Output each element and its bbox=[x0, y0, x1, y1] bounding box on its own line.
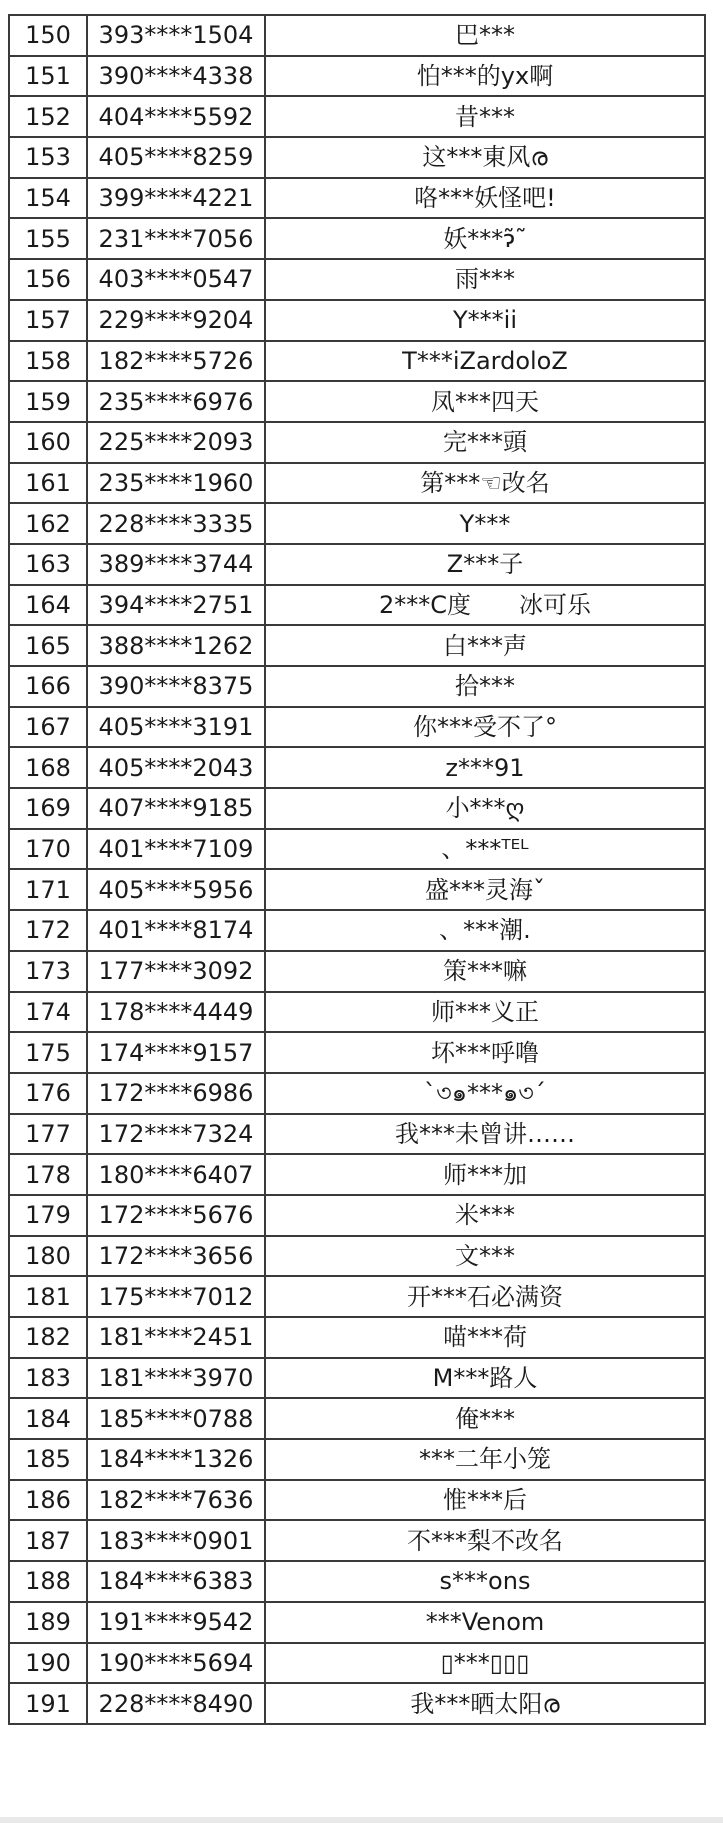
row-number: 169 bbox=[9, 788, 87, 829]
table-row bbox=[9, 381, 705, 422]
user-nickname: ˋ৩๑***๑৩ˊ bbox=[265, 1073, 705, 1114]
table-row bbox=[9, 869, 705, 910]
row-number: 152 bbox=[9, 96, 87, 137]
row-number: 178 bbox=[9, 1154, 87, 1195]
table-row bbox=[9, 1439, 705, 1480]
phone-number: 172****3656 bbox=[87, 1236, 265, 1277]
user-nickname: 师***义正 bbox=[265, 992, 705, 1033]
phone-number: 185****0788 bbox=[87, 1398, 265, 1439]
phone-number: 177****3092 bbox=[87, 951, 265, 992]
row-number: 150 bbox=[9, 15, 87, 56]
row-number: 171 bbox=[9, 869, 87, 910]
row-number: 189 bbox=[9, 1602, 87, 1643]
table-row bbox=[9, 747, 705, 788]
row-number: 191 bbox=[9, 1683, 87, 1724]
user-nickname: 开***石必满资 bbox=[265, 1276, 705, 1317]
table-row bbox=[9, 1398, 705, 1439]
user-nickname: 文*** bbox=[265, 1236, 705, 1277]
user-nickname: z***91 bbox=[265, 747, 705, 788]
row-number: 154 bbox=[9, 178, 87, 219]
user-nickname: 这***東风ര bbox=[265, 137, 705, 178]
row-number: 161 bbox=[9, 463, 87, 504]
row-number: 160 bbox=[9, 422, 87, 463]
table-row bbox=[9, 218, 705, 259]
table-row bbox=[9, 1114, 705, 1155]
user-nickname: 、***ᵀᴱᴸ bbox=[265, 829, 705, 870]
phone-number: 235****1960 bbox=[87, 463, 265, 504]
user-nickname: 巴*** bbox=[265, 15, 705, 56]
user-nickname: 不***梨不改名 bbox=[265, 1520, 705, 1561]
phone-number: 399****4221 bbox=[87, 178, 265, 219]
phone-number: 190****5694 bbox=[87, 1643, 265, 1684]
table-row bbox=[9, 910, 705, 951]
user-nickname: s***ons bbox=[265, 1561, 705, 1602]
user-nickname: 坏***呼噜 bbox=[265, 1032, 705, 1073]
user-nickname: 惟***后 bbox=[265, 1480, 705, 1521]
phone-number: 390****4338 bbox=[87, 56, 265, 97]
row-number: 165 bbox=[9, 625, 87, 666]
row-number: 186 bbox=[9, 1480, 87, 1521]
table-row bbox=[9, 1683, 705, 1724]
phone-number: 405****3191 bbox=[87, 707, 265, 748]
row-number: 156 bbox=[9, 259, 87, 300]
user-nickname: 凤***四天 bbox=[265, 381, 705, 422]
row-number: 170 bbox=[9, 829, 87, 870]
row-number: 187 bbox=[9, 1520, 87, 1561]
row-number: 184 bbox=[9, 1398, 87, 1439]
table-row bbox=[9, 56, 705, 97]
user-nickname: 策***嘛 bbox=[265, 951, 705, 992]
table-row bbox=[9, 1195, 705, 1236]
phone-number: 229****9204 bbox=[87, 300, 265, 341]
phone-number: 394****2751 bbox=[87, 585, 265, 626]
phone-number: 172****7324 bbox=[87, 1114, 265, 1155]
table-row bbox=[9, 1358, 705, 1399]
phone-number: 182****5726 bbox=[87, 341, 265, 382]
table-row bbox=[9, 463, 705, 504]
row-number: 173 bbox=[9, 951, 87, 992]
row-number: 188 bbox=[9, 1561, 87, 1602]
user-nickname: 我***晒太阳ര bbox=[265, 1683, 705, 1724]
table-row bbox=[9, 178, 705, 219]
row-number: 185 bbox=[9, 1439, 87, 1480]
phone-number: 405****8259 bbox=[87, 137, 265, 178]
table-row bbox=[9, 1073, 705, 1114]
user-nickname: ***Venom bbox=[265, 1602, 705, 1643]
phone-number: 393****1504 bbox=[87, 15, 265, 56]
phone-number: 228****3335 bbox=[87, 503, 265, 544]
user-nickname: 米*** bbox=[265, 1195, 705, 1236]
phone-number: 407****9185 bbox=[87, 788, 265, 829]
table-row bbox=[9, 300, 705, 341]
table-row bbox=[9, 1317, 705, 1358]
row-number: 163 bbox=[9, 544, 87, 585]
user-nickname: 喵***荷 bbox=[265, 1317, 705, 1358]
row-number: 190 bbox=[9, 1643, 87, 1684]
user-nickname: M***路人 bbox=[265, 1358, 705, 1399]
table-row bbox=[9, 259, 705, 300]
table-row bbox=[9, 422, 705, 463]
row-number: 175 bbox=[9, 1032, 87, 1073]
phone-number: 184****6383 bbox=[87, 1561, 265, 1602]
row-number: 153 bbox=[9, 137, 87, 178]
user-nickname: 师***加 bbox=[265, 1154, 705, 1195]
user-nickname: 小***ღ bbox=[265, 788, 705, 829]
row-number: 157 bbox=[9, 300, 87, 341]
user-nickname: ▯***▯▯▯ bbox=[265, 1643, 705, 1684]
row-number: 158 bbox=[9, 341, 87, 382]
row-number: 166 bbox=[9, 666, 87, 707]
phone-number: 390****8375 bbox=[87, 666, 265, 707]
phone-number: 389****3744 bbox=[87, 544, 265, 585]
user-nickname: 怕***的yx啊 bbox=[265, 56, 705, 97]
user-nickname: 咯***妖怪吧! bbox=[265, 178, 705, 219]
user-nickname: 拾*** bbox=[265, 666, 705, 707]
row-number: 151 bbox=[9, 56, 87, 97]
row-number: 162 bbox=[9, 503, 87, 544]
winners-table bbox=[8, 14, 706, 1725]
phone-number: 181****3970 bbox=[87, 1358, 265, 1399]
table-row bbox=[9, 1480, 705, 1521]
row-number: 167 bbox=[9, 707, 87, 748]
phone-number: 403****0547 bbox=[87, 259, 265, 300]
table-row bbox=[9, 544, 705, 585]
phone-number: 405****5956 bbox=[87, 869, 265, 910]
row-number: 181 bbox=[9, 1276, 87, 1317]
user-nickname: 完***頭 bbox=[265, 422, 705, 463]
user-nickname: Y*** bbox=[265, 503, 705, 544]
table-row bbox=[9, 829, 705, 870]
row-number: 172 bbox=[9, 910, 87, 951]
table-row bbox=[9, 341, 705, 382]
user-nickname: 第***☜改名 bbox=[265, 463, 705, 504]
phone-number: 183****0901 bbox=[87, 1520, 265, 1561]
phone-number: 235****6976 bbox=[87, 381, 265, 422]
user-nickname: 妖***ɂ̃˜ bbox=[265, 218, 705, 259]
user-nickname: 我***未曾讲…… bbox=[265, 1114, 705, 1155]
row-number: 177 bbox=[9, 1114, 87, 1155]
phone-number: 175****7012 bbox=[87, 1276, 265, 1317]
table-row bbox=[9, 137, 705, 178]
bottom-divider bbox=[0, 1817, 723, 1823]
user-nickname: 盛***灵海ˇ bbox=[265, 869, 705, 910]
user-nickname: 白***声 bbox=[265, 625, 705, 666]
phone-number: 182****7636 bbox=[87, 1480, 265, 1521]
table-row bbox=[9, 503, 705, 544]
table-row bbox=[9, 1032, 705, 1073]
phone-number: 178****4449 bbox=[87, 992, 265, 1033]
row-number: 168 bbox=[9, 747, 87, 788]
phone-number: 184****1326 bbox=[87, 1439, 265, 1480]
phone-number: 388****1262 bbox=[87, 625, 265, 666]
table-row bbox=[9, 992, 705, 1033]
phone-number: 180****6407 bbox=[87, 1154, 265, 1195]
row-number: 180 bbox=[9, 1236, 87, 1277]
table-row bbox=[9, 1561, 705, 1602]
phone-number: 401****8174 bbox=[87, 910, 265, 951]
row-number: 179 bbox=[9, 1195, 87, 1236]
table-row bbox=[9, 666, 705, 707]
table-row bbox=[9, 625, 705, 666]
user-nickname: ***二年小笼 bbox=[265, 1439, 705, 1480]
phone-number: 172****5676 bbox=[87, 1195, 265, 1236]
table-row bbox=[9, 96, 705, 137]
user-nickname: T***iZardoloZ bbox=[265, 341, 705, 382]
table-row bbox=[9, 1154, 705, 1195]
table-row bbox=[9, 15, 705, 56]
phone-number: 405****2043 bbox=[87, 747, 265, 788]
table-row bbox=[9, 1602, 705, 1643]
table-row bbox=[9, 788, 705, 829]
user-nickname: Y***ii bbox=[265, 300, 705, 341]
phone-number: 181****2451 bbox=[87, 1317, 265, 1358]
user-nickname: 雨*** bbox=[265, 259, 705, 300]
phone-number: 174****9157 bbox=[87, 1032, 265, 1073]
row-number: 155 bbox=[9, 218, 87, 259]
table-row bbox=[9, 585, 705, 626]
user-nickname: 俺*** bbox=[265, 1398, 705, 1439]
phone-number: 172****6986 bbox=[87, 1073, 265, 1114]
row-number: 174 bbox=[9, 992, 87, 1033]
user-nickname: 2***C度 冰可乐 bbox=[265, 585, 705, 626]
row-number: 164 bbox=[9, 585, 87, 626]
table-row bbox=[9, 1520, 705, 1561]
row-number: 183 bbox=[9, 1358, 87, 1399]
row-number: 176 bbox=[9, 1073, 87, 1114]
phone-number: 404****5592 bbox=[87, 96, 265, 137]
row-number: 182 bbox=[9, 1317, 87, 1358]
table-row bbox=[9, 1276, 705, 1317]
user-nickname: 你***受不了° bbox=[265, 707, 705, 748]
phone-number: 225****2093 bbox=[87, 422, 265, 463]
phone-number: 191****9542 bbox=[87, 1602, 265, 1643]
table-row bbox=[9, 707, 705, 748]
user-nickname: Z***子 bbox=[265, 544, 705, 585]
user-nickname: 、***潮. bbox=[265, 910, 705, 951]
user-nickname: 昔*** bbox=[265, 96, 705, 137]
table-row bbox=[9, 951, 705, 992]
winners-table-body bbox=[9, 15, 705, 1724]
table-row bbox=[9, 1236, 705, 1277]
phone-number: 401****7109 bbox=[87, 829, 265, 870]
phone-number: 231****7056 bbox=[87, 218, 265, 259]
table-row bbox=[9, 1643, 705, 1684]
phone-number: 228****8490 bbox=[87, 1683, 265, 1724]
row-number: 159 bbox=[9, 381, 87, 422]
